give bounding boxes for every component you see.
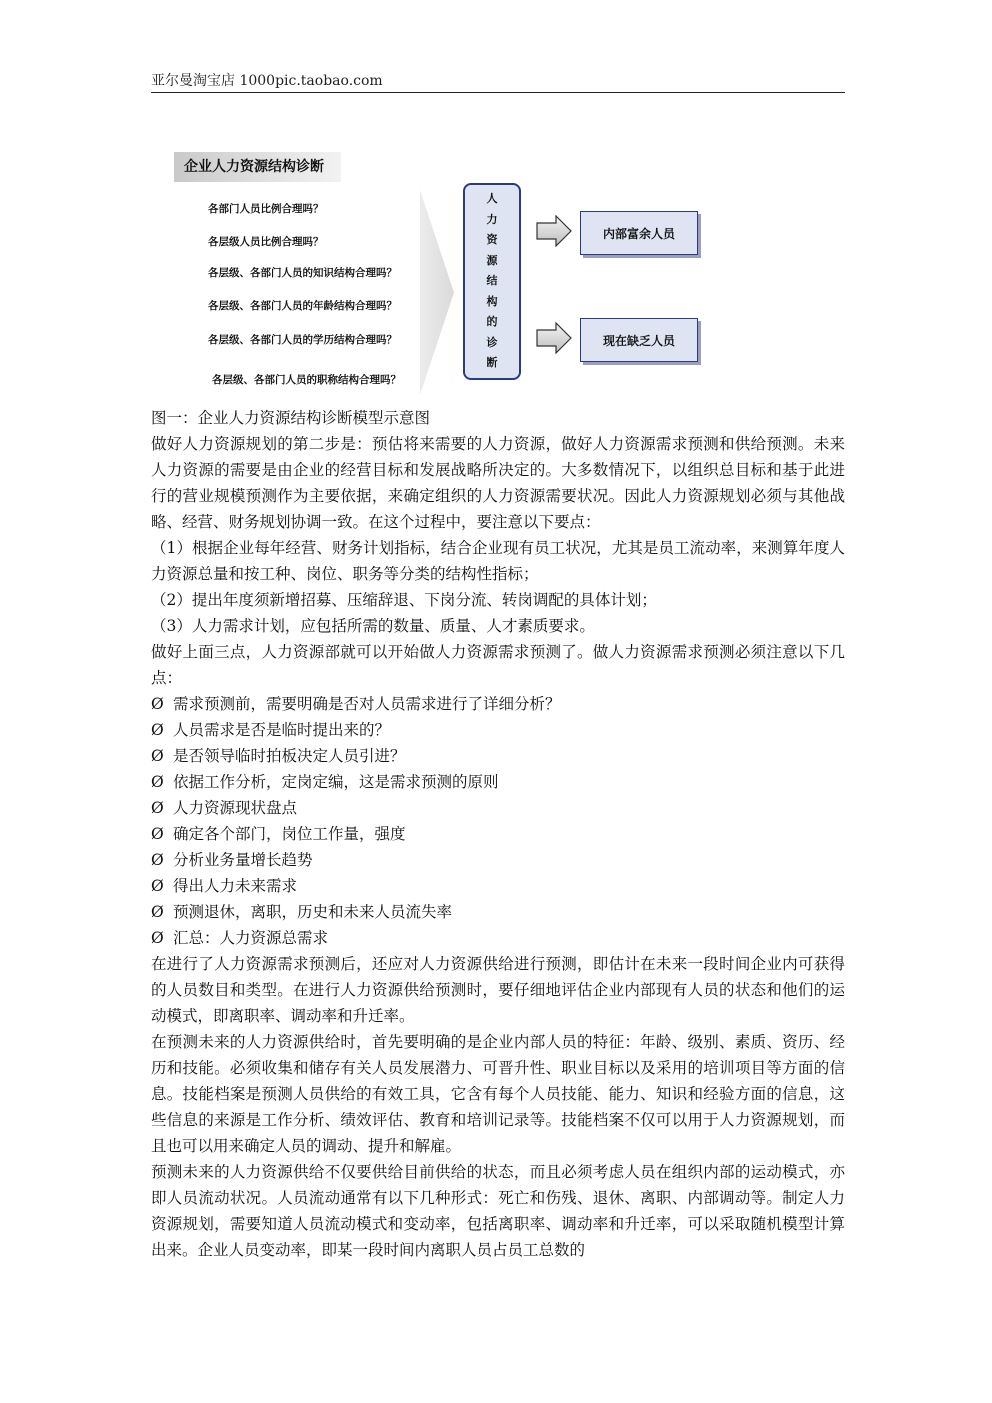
result-box-shortage: 现在缺乏人员 — [580, 318, 698, 362]
numbered-item: （1）根据企业每年经营、财务计划指标，结合企业现有员工状况，尤其是员工流动率，来测算年度人力资源总量和按工种、岗位、职务等分类的结构性指标； — [151, 539, 845, 583]
diagram-question: 各层级、各部门人员的年龄结构合理吗？ — [208, 300, 397, 312]
bullet-mark: Ø — [151, 825, 164, 843]
right-arrow-icon — [536, 322, 572, 354]
bullet-mark: Ø — [151, 721, 164, 739]
figure-caption: 图一：企业人力资源结构诊断模型示意图 — [151, 409, 431, 427]
bullet-item — [151, 743, 845, 769]
paragraph: 做好人力资源规划的第二步是：预估将来需要的人力资源，做好人力资源需求预测和供给预测。未来人力资源的需要是由企业的经营目标和发展战略所决定的。大多数情况下，以组织总目标和基于此进行的营业规模预测作为主要依据，来确定组织的人力资源需要状况。因此人力资源规划必须与其他战略、经营、财务规划协调一致。在这个过程中，要注意以下要点： — [151, 435, 845, 531]
bullet-mark: Ø — [151, 799, 164, 817]
structure-diagnosis-diagram — [170, 140, 730, 400]
bullet-mark: Ø — [151, 903, 164, 921]
diagnosis-char: 力 — [486, 212, 498, 226]
paragraph: 在进行了人力资源需求预测后，还应对人力资源供给进行预测，即估计在未来一段时间企业内可获得的人员数目和类型。在进行人力资源供给预测时，要仔细地评估企业内部现有人员的状态和他们的运动模式，即离职率、调动率和升迁率。 — [151, 955, 845, 1025]
bullet-item — [151, 821, 845, 847]
bullet-text: 汇总：人力资源总需求 — [173, 929, 329, 947]
bullet-text: 得出人力未来需求 — [173, 877, 298, 895]
bullet-text: 确定各个部门，岗位工作量，强度 — [173, 825, 406, 843]
diagnosis-char: 的 — [486, 315, 498, 329]
bullet-item — [151, 769, 845, 795]
bullet-item — [151, 795, 845, 821]
diagnosis-char: 人 — [486, 192, 498, 206]
bullet-item — [151, 691, 845, 717]
bullet-item — [151, 873, 845, 899]
numbered-item: （2）提出年度须新增招募、压缩辞退、下岗分流、转岗调配的具体计划； — [151, 591, 657, 609]
bullet-text: 预测退休，离职，历史和未来人员流失率 — [173, 903, 453, 921]
header-divider — [151, 92, 845, 93]
bullet-text: 人员需求是否是临时提出来的？ — [173, 721, 391, 739]
bullet-text: 是否领导临时拍板决定人员引进？ — [173, 747, 406, 765]
diagram-title: 企业人力资源结构诊断 — [174, 152, 341, 182]
bullet-item — [151, 847, 845, 873]
bullet-mark: Ø — [151, 773, 164, 791]
bullet-mark: Ø — [151, 929, 164, 947]
numbered-item: （3）人力需求计划，应包括所需的数量、质量、人才素质要求。 — [151, 617, 595, 635]
diagnosis-char: 构 — [486, 294, 498, 308]
bullet-mark: Ø — [151, 747, 164, 765]
bullet-item — [151, 925, 845, 951]
bullet-mark: Ø — [151, 695, 164, 713]
diagnosis-char: 断 — [486, 356, 498, 370]
bullet-text: 依据工作分析，定岗定编，这是需求预测的原则 — [173, 773, 499, 791]
paragraph: 做好上面三点，人力资源部就可以开始做人力资源需求预测了。做人力资源需求预测必须注意以下几点： — [151, 643, 845, 687]
diagram-question: 各部门人员比例合理吗？ — [208, 203, 324, 215]
bullet-text: 分析业务量增长趋势 — [173, 851, 313, 869]
diagnosis-char: 诊 — [486, 335, 498, 349]
bullet-text: 人力资源现状盘点 — [173, 799, 298, 817]
document-body — [151, 405, 845, 1263]
diagnosis-char: 结 — [486, 274, 498, 288]
bullet-item — [151, 899, 845, 925]
bullet-item — [151, 717, 845, 743]
diagnosis-box — [463, 183, 521, 380]
bullet-mark: Ø — [151, 851, 164, 869]
page-header: 亚尔曼淘宝店 1000pic.taobao.com — [151, 73, 383, 89]
chevron-arrow-shape — [420, 190, 454, 395]
right-arrow-icon — [536, 215, 572, 247]
diagnosis-char: 源 — [486, 253, 498, 267]
paragraph: 在预测未来的人力资源供给时，首先要明确的是企业内部人员的特征：年龄、级别、素质、资历、经历和技能。必须收集和储存有关人员发展潜力、可晋升性、职业目标以及采用的培训项目等方面的信息。技能档案是预测人员供给的有效工具，它含有每个人员技能、能力、知识和经验方面的信息，这些信息的来源是工作分析、绩效评估、教育和培训记录等。技能档案不仅可以用于人力资源规划，而且也可以用来确定人员的调动、提升和解雇。 — [151, 1033, 845, 1155]
diagnosis-char: 资 — [486, 233, 498, 247]
diagram-question: 各层级、各部门人员的学历结构合理吗？ — [208, 334, 397, 346]
result-box-surplus: 内部富余人员 — [580, 211, 698, 255]
diagram-question: 各层级、各部门人员的职称结构合理吗？ — [212, 374, 401, 386]
diagram-question: 各层级人员比例合理吗？ — [208, 236, 324, 248]
bullet-mark: Ø — [151, 877, 164, 895]
bullet-text: 需求预测前，需要明确是否对人员需求进行了详细分析？ — [173, 695, 561, 713]
diagram-question: 各层级、各部门人员的知识结构合理吗？ — [208, 267, 397, 279]
paragraph: 预测未来的人力资源供给不仅要供给目前供给的状态，而且必须考虑人员在组织内部的运动模式，亦即人员流动状况。人员流动通常有以下几种形式：死亡和伤残、退休、离职、内部调动等。制定人力资源规划，需要知道人员流动模式和变动率，包括离职率、调动率和升迁率，可以采取随机模型计算出来。企业人员变动率，即某一段时间内离职人员占员工总数的 — [151, 1163, 845, 1259]
